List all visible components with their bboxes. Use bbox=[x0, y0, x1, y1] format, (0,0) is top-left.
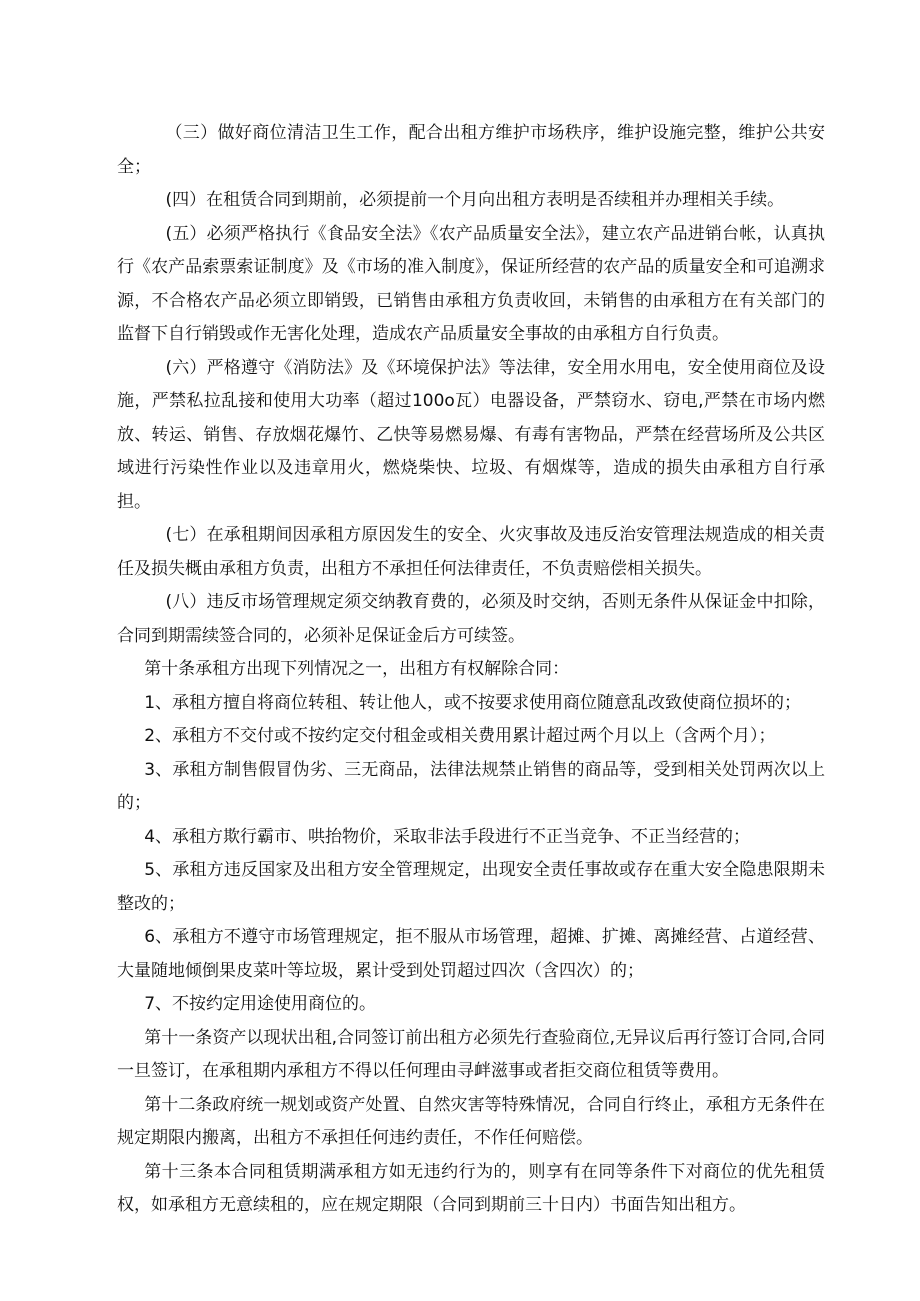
paragraph-clause-7: (七）在承租期间因承租方原因发生的安全、火灾事故及违反治安管理法规造成的相关责任及损失概由承租方负责，出租方不承担任何法律责任，不负责赔偿相关损失。 bbox=[117, 525, 825, 579]
list-item-1: 1、承租方擅自将商位转租、转让他人，或不按要求使用商位随意乱改致使商位损坏的； bbox=[144, 692, 802, 713]
document-body bbox=[117, 117, 825, 1223]
list-item-4: 4、承租方欺行霸市、哄抬物价，采取非法手段进行不正当竞争、不正当经营的； bbox=[144, 826, 751, 847]
paragraph-article-12: 第十二条政府统一规划或资产处置、自然灾害等特殊情况，合同自行终止，承租方无条件在规定期限内搬离，出租方不承担任何违约责任，不作任何赔偿。 bbox=[117, 1094, 825, 1148]
list-item-7: 7、不按约定用途使用商位的。 bbox=[144, 994, 377, 1014]
paragraph-article-11: 第十一条资产以现状出租,合同签订前出租方必须先行查验商位,无异议后再行签订合同,合同一旦签订，在承租期内承租方不得以任何理由寻衅滋事或者拒交商位租赁等费用。 bbox=[117, 1027, 825, 1081]
list-item-3: 3、承租方制售假冒伪劣、三无商品，法律法规禁止销售的商品等，受到相关处罚两次以上的； bbox=[117, 759, 825, 813]
paragraph-clause-8: (八）违反市场管理规定须交纳教育费的，必须及时交纳，否则无条件从保证金中扣除，合同到期需续签合同的，必须补足保证金后方可续签。 bbox=[117, 592, 825, 646]
list-item-2: 2、承租方不交付或不按约定交付租金或相关费用累计超过两个月以上（含两个月）； bbox=[144, 726, 776, 746]
paragraph-clause-3: （三）做好商位清洁卫生工作，配合出租方维护市场秩序，维护设施完整，维护公共安全； bbox=[117, 123, 825, 177]
paragraph-article-13: 第十三条本合同租赁期满承租方如无违约行为的，则享有在同等条件下对商位的优先租赁权，如承租方无意续租的，应在规定期限（合同到期前三十日内）书面告知出租方。 bbox=[117, 1161, 825, 1215]
paragraph-clause-4: (四）在租赁合同到期前，必须提前一个月向出租方表明是否续租并办理相关手续。 bbox=[165, 190, 785, 210]
paragraph-clause-5: (五）必须严格执行《食品安全法》《农产品质量安全法》，建立农产品进销台帐，认真执行《农产品索票索证制度》及《市场的准入制度》，保证所经营的农产品的质量安全和可追溯求源，不合格农产品必须立即销毁，已销售由承租方负责收回，未销售的由承租方在有关部门的监督下自行销毁或作无害化处理，造成农产品质量安全事故的由承租方自行负责。 bbox=[117, 223, 825, 344]
paragraph-article-10: 第十条承租方出现下列情况之一，出租方有权解除合同： bbox=[144, 659, 570, 679]
paragraph-clause-6: (六）严格遵守《消防法》及《环境保护法》等法律，安全用水用电，安全使用商位及设施，严禁私拉乱接和使用大功率（超过100o瓦）电器设备，严禁窃水、窃电,严禁在市场内燃放、转运、销售、存放烟花爆竹、乙快等易燃易爆、有毒有害物品，严禁在经营场所及公共区域进行污染性作业以及违章用火，燃烧柴快、垃圾、有烟煤等，造成的损失由承租方自行承担。 bbox=[117, 357, 825, 512]
list-item-6: 6、承租方不遵守市场管理规定，拒不服从市场管理，超摊、扩摊、离摊经营、占道经营、大量随地倾倒果皮菜叶等垃圾，累计受到处罚超过四次（含四次）的； bbox=[117, 927, 825, 981]
list-item-5: 5、承租方违反国家及出租方安全管理规定，出现安全责任事故或存在重大安全隐患限期未整改的； bbox=[117, 860, 825, 914]
